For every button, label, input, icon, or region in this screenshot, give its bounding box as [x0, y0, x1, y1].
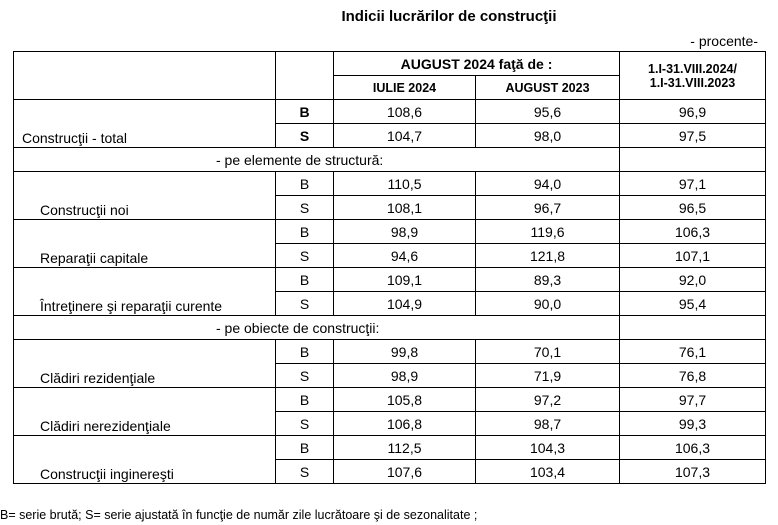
- table-row: [14, 172, 766, 196]
- value-august-2023: 121,8: [476, 244, 620, 268]
- value-cumulative: 76,8: [620, 364, 766, 388]
- value-iulie-2024: 105,8: [334, 388, 476, 412]
- series-code: S: [276, 364, 334, 388]
- value-iulie-2024: 104,9: [334, 292, 476, 316]
- table-row: [14, 340, 766, 364]
- value-august-2023: 95,6: [476, 100, 620, 124]
- value-cumulative: 99,3: [620, 412, 766, 436]
- table-title: [0, 8, 778, 25]
- header-empty-label: [14, 52, 276, 100]
- section-empty-cell: [620, 316, 766, 340]
- table-row: [14, 268, 766, 292]
- series-code: B: [276, 100, 334, 124]
- series-code: S: [276, 412, 334, 436]
- value-iulie-2024: 104,7: [334, 124, 476, 148]
- value-cumulative: 106,3: [620, 220, 766, 244]
- header-col3: [620, 52, 766, 100]
- table-title-text: Indicii lucrărilor de construcţii: [341, 8, 557, 25]
- table-row: [14, 220, 766, 244]
- value-iulie-2024: 112,5: [334, 436, 476, 460]
- value-cumulative: 107,3: [620, 460, 766, 484]
- value-august-2023: 103,4: [476, 460, 620, 484]
- header-group: AUGUST 2024 faţă de :: [334, 52, 620, 76]
- value-cumulative: 95,4: [620, 292, 766, 316]
- row-label: Construcţii - total: [14, 100, 276, 148]
- value-cumulative: 97,1: [620, 172, 766, 196]
- footnote: B= serie brută; S= serie ajustată în funcţie de număr zile lucrătoare şi de sezonalitate ;: [0, 508, 478, 522]
- indices-table: [13, 51, 766, 484]
- series-code: B: [276, 388, 334, 412]
- section-row: [14, 316, 766, 340]
- value-cumulative: 76,1: [620, 340, 766, 364]
- section-label: - pe obiecte de construcţii:: [14, 316, 620, 340]
- series-code: S: [276, 196, 334, 220]
- value-august-2023: 104,3: [476, 436, 620, 460]
- series-code: S: [276, 124, 334, 148]
- value-august-2023: 89,3: [476, 268, 620, 292]
- series-code: B: [276, 172, 334, 196]
- value-cumulative: 97,7: [620, 388, 766, 412]
- value-iulie-2024: 110,5: [334, 172, 476, 196]
- value-iulie-2024: 108,1: [334, 196, 476, 220]
- value-cumulative: 96,5: [620, 196, 766, 220]
- row-label: Clădiri nerezidenţiale: [14, 388, 276, 436]
- header-empty-series: [276, 52, 334, 100]
- table-row: [14, 100, 766, 124]
- value-cumulative: 96,9: [620, 100, 766, 124]
- section-label: - pe elemente de structură:: [14, 148, 620, 172]
- series-code: B: [276, 220, 334, 244]
- section-empty-cell: [620, 148, 766, 172]
- value-iulie-2024: 99,8: [334, 340, 476, 364]
- value-cumulative: 106,3: [620, 436, 766, 460]
- value-august-2023: 71,9: [476, 364, 620, 388]
- value-iulie-2024: 94,6: [334, 244, 476, 268]
- row-label: Întreţinere şi reparaţii curente: [14, 268, 276, 316]
- table-row: [14, 436, 766, 460]
- value-august-2023: 90,0: [476, 292, 620, 316]
- value-august-2023: 98,0: [476, 124, 620, 148]
- value-august-2023: 96,7: [476, 196, 620, 220]
- value-august-2023: 119,6: [476, 220, 620, 244]
- value-iulie-2024: 106,8: [334, 412, 476, 436]
- row-label: Construcţii noi: [14, 172, 276, 220]
- row-label: Clădiri rezidenţiale: [14, 340, 276, 388]
- value-cumulative: 97,5: [620, 124, 766, 148]
- value-iulie-2024: 108,6: [334, 100, 476, 124]
- value-iulie-2024: 109,1: [334, 268, 476, 292]
- unit-label: - procente-: [690, 33, 758, 49]
- series-code: B: [276, 436, 334, 460]
- value-cumulative: 92,0: [620, 268, 766, 292]
- table-body: [14, 52, 766, 484]
- series-code: S: [276, 292, 334, 316]
- value-iulie-2024: 98,9: [334, 364, 476, 388]
- table-row: [14, 388, 766, 412]
- value-august-2023: 94,0: [476, 172, 620, 196]
- value-iulie-2024: 98,9: [334, 220, 476, 244]
- value-iulie-2024: 107,6: [334, 460, 476, 484]
- row-label: Construcţii inginereşti: [14, 436, 276, 484]
- series-code: B: [276, 268, 334, 292]
- value-cumulative: 107,1: [620, 244, 766, 268]
- series-code: B: [276, 340, 334, 364]
- value-august-2023: 97,2: [476, 388, 620, 412]
- section-row: [14, 148, 766, 172]
- header-col2: AUGUST 2023: [476, 76, 620, 100]
- header-row-1: [14, 52, 766, 76]
- header-col3-line2: 1.I-31.VIII.2023: [649, 75, 736, 90]
- header-col1: IULIE 2024: [334, 76, 476, 100]
- header-col3-line1: 1.I-31.VIII.2024/: [648, 61, 737, 76]
- row-label: Reparaţii capitale: [14, 220, 276, 268]
- value-august-2023: 98,7: [476, 412, 620, 436]
- value-august-2023: 70,1: [476, 340, 620, 364]
- series-code: S: [276, 244, 334, 268]
- series-code: S: [276, 460, 334, 484]
